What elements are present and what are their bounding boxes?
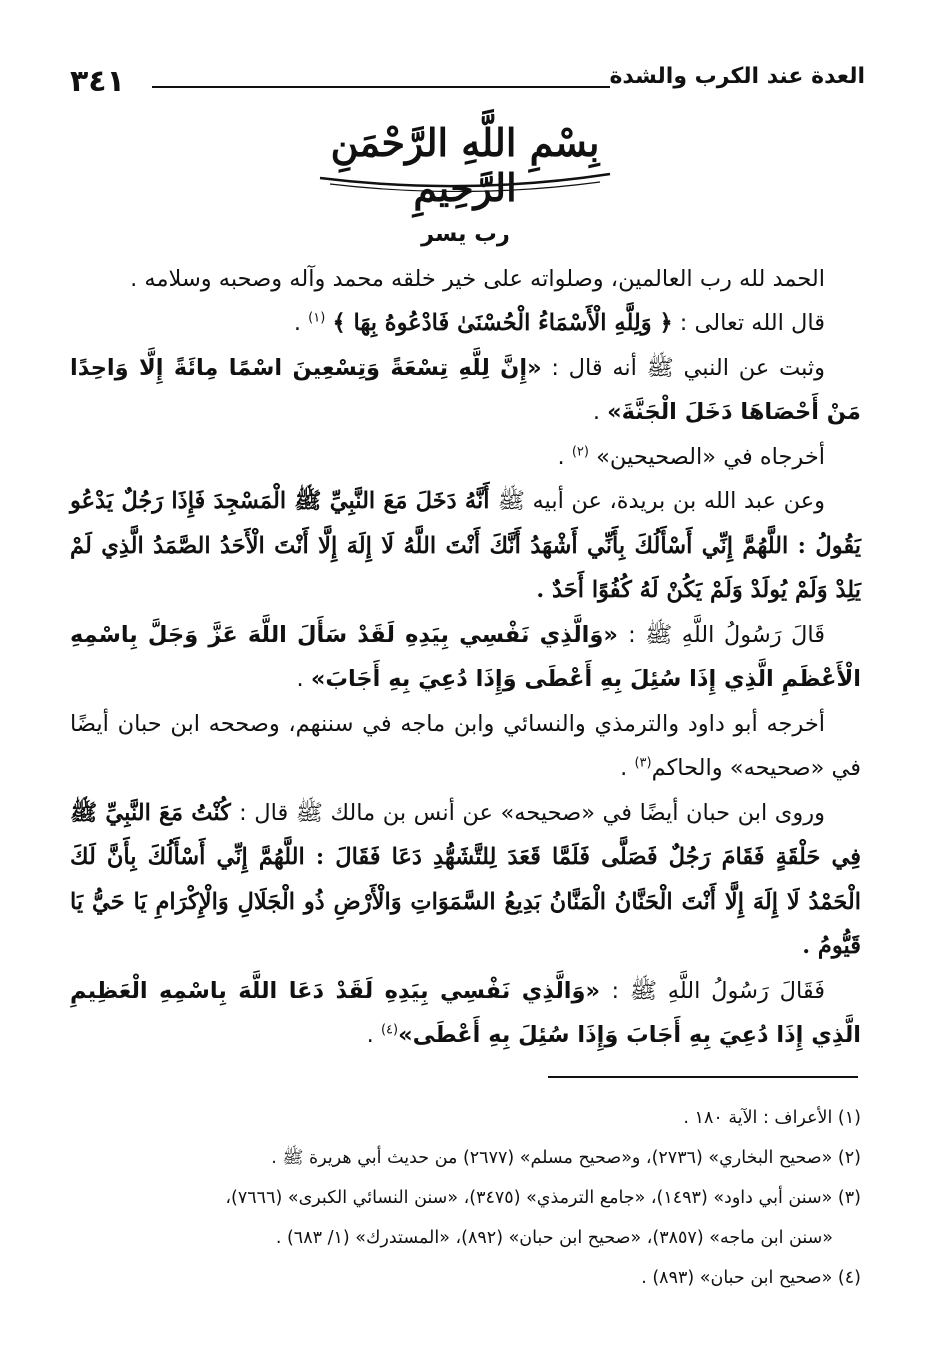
header-rule xyxy=(152,86,610,88)
footnote-1: (١) الأعراف : الآية ١٨٠ . xyxy=(683,1108,861,1128)
footnote-ref-4: (٤) xyxy=(380,1022,399,1038)
paragraph-sunan-source xyxy=(70,702,861,791)
paragraph-buraydah xyxy=(70,479,861,613)
paragraph-anas xyxy=(70,791,861,969)
running-header xyxy=(70,62,865,102)
source-text: أخرجه أبو داود والترمذي والنسائي وابن ماجه في سننهم، وصححه ابن حبان أيضًا في «صحيحه» والحاكم xyxy=(70,710,861,781)
source-text: أخرجاه في «الصحيحين» xyxy=(596,443,825,470)
sentence-end: . xyxy=(557,443,572,470)
footnote-ref-3: (٣) xyxy=(634,755,652,771)
page-number: ٣٤١ xyxy=(70,64,125,99)
hadith-intro: قَالَ رَسُولُ اللَّهِ ﷺ : xyxy=(628,621,825,648)
paragraph-great-name xyxy=(70,969,861,1058)
paragraph-praise: الحمد لله رب العالمين، وصلواته على خير خلقه محمد وآله وصحبه وسلامه . xyxy=(130,265,825,292)
footnote-ref-1: (١) xyxy=(308,310,326,326)
sentence-end: . xyxy=(366,1022,381,1048)
footnote-ref-2: (٢) xyxy=(571,444,589,459)
hadith-quote: «وَالَّذِي نَفْسِي بِيَدِهِ لَقَدْ سَأَلَ اللَّهَ عَزَّ وَجَلَّ بِاسْمِهِ الْأَعْظَمِ الَّذِي إِذَا سُئِلَ بِهِ أَعْطَى وَإِذَا دُعِيَ بِهِ أَجَابَ» xyxy=(70,621,861,692)
narration-intro: وعن عبد الله بن بريدة، عن أبيه ﷺ xyxy=(497,488,825,514)
paragraph-source-sahihayn xyxy=(70,435,861,480)
paragraph-verse xyxy=(70,301,861,346)
paragraph-hadith-99-names xyxy=(70,346,861,435)
hadith-intro: فَقَالَ رَسُولُ اللَّهِ ﷺ : xyxy=(611,977,825,1004)
hadith-quote: «وَالَّذِي نَفْسِي بِيَدِهِ لَقَدْ دَعَا اللَّهَ بِاسْمِهِ الْعَظِيمِ الَّذِي إِذَا دُعِيَ بِهِ أَجَابَ وَإِذَا سُئِلَ بِهِ أَعْطَى» xyxy=(70,977,861,1048)
hadith-quote: «إِنَّ لِلَّهِ تِسْعَةً وَتِسْعِينَ اسْمًا مِائَةً إِلَّا وَاحِدًا مَنْ أَحْصَاهَا دَخَلَ الْجَنَّةَ» xyxy=(70,354,861,425)
footnote-2: (٢) «صحيح البخاري» (٢٧٣٦)، و«صحيح مسلم» (٢٦٧٧) من حديث أبي هريرة ﷺ . xyxy=(271,1148,861,1168)
paragraph-greatest-name xyxy=(70,613,861,702)
sentence-end: . xyxy=(592,399,608,425)
narration-text: كُنْتُ مَعَ النَّبِيِّ ﷺ فِي حَلْقَةٍ فَقَامَ رَجُلٌ فَصَلَّى فَلَمَّا قَعَدَ لِلتَّشَهُّدِ دَعَا فَقَالَ : اللَّهُمَّ إِنِّي أَسْأَلُكَ بِأَنَّ لَكَ الْحَمْدُ لَا إِلَهَ إِلَّا أَنْتَ الْحَنَّانُ الْمَنَّانُ بَدِيعُ السَّمَوَاتِ وَالْأَرْضِ ذُو الْجَلَالِ وَالْإِكْرَامِ يَا حَيُّ يَا قَيُّومُ . xyxy=(70,799,861,959)
footnote-3-continued: «سنن ابن ماجه» (٣٨٥٧)، «صحيح ابن حبان» (٨٩٢)، «المستدرك» (١/ ٦٨٣) . xyxy=(275,1228,833,1248)
narration-intro: وروى ابن حبان أيضًا في «صحيحه» عن أنس بن مالك ﷺ قال : xyxy=(239,799,826,826)
footnote-3: (٣) «سنن أبي داود» (١٤٩٣)، «جامع الترمذي» (٣٤٧٥)، «سنن النسائي الكبرى» (٧٦٦٦)، xyxy=(225,1188,861,1208)
basmala-text: بِسْمِ اللَّهِ الرَّحْمَنِ الرَّحِيمِ xyxy=(330,120,600,210)
footnotes xyxy=(70,1098,861,1298)
hadith-intro: وثبت عن النبي ﷺ أنه قال : xyxy=(551,354,826,381)
footnote-divider xyxy=(548,1076,858,1078)
sentence-end: . xyxy=(296,666,311,692)
quran-verse: ﴿ وَلِلَّهِ الْأَسْمَاءُ الْحُسْنَىٰ فَادْعُوهُ بِهَا ﴾ xyxy=(332,310,673,336)
verse-intro: قال الله تعالى : xyxy=(679,310,825,336)
sentence-end: . xyxy=(620,755,635,781)
header-title: العدة عند الكرب والشدة xyxy=(609,64,865,89)
basmala-calligraphy xyxy=(300,112,630,210)
main-text xyxy=(70,212,861,1058)
narration-text: أَنَّهُ دَخَلَ مَعَ النَّبِيِّ ﷺ الْمَسْجِدَ فَإِذَا رَجُلٌ يَدْعُو يَقُولُ : اللَّهُمَّ إِنِّي أَسْأَلُكَ بِأَنِّي أَشْهَدُ أَنَّكَ أَنْتَ اللَّهُ لَا إِلَهَ إِلَّا أَنْتَ الْأَحَدُ الصَّمَدُ الَّذِي لَمْ يَلِدْ وَلَمْ يُولَدْ وَلَمْ يَكُنْ لَهُ كُفُوًا أَحَدٌ . xyxy=(70,488,861,603)
sentence-end: . xyxy=(293,310,309,336)
section-heading: رب يسر xyxy=(421,221,510,247)
footnote-4: (٤) «صحيح ابن حبان» (٨٩٣) . xyxy=(641,1268,861,1288)
